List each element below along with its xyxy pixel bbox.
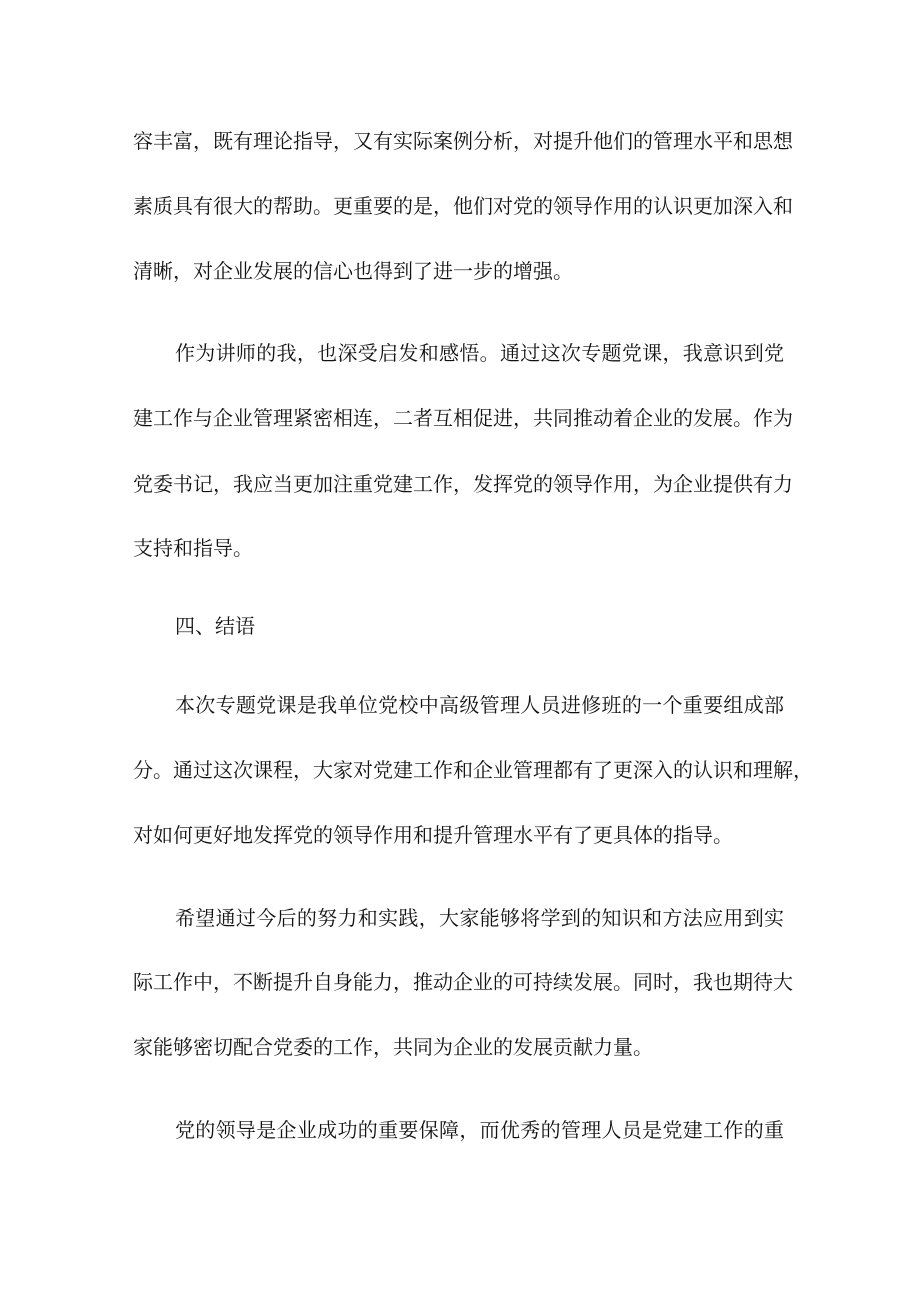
text-line: 素质具有很大的帮助。更重要的是，他们对党的领导作用的认识更加深入和: [133, 194, 793, 218]
section-heading: 四、结语: [175, 614, 255, 638]
text-line: 本次专题党课是我单位党校中高级管理人员进修班的一个重要组成部: [175, 693, 784, 717]
text-line: 容丰富，既有理论指导，又有实际案例分析，对提升他们的管理水平和思想: [133, 129, 793, 153]
text-line: 家能够密切配合党委的工作，共同为企业的发展贡献力量。: [133, 1035, 653, 1059]
text-line: 对如何更好地发挥党的领导作用和提升管理水平有了更具体的指导。: [133, 823, 733, 847]
text-line: 建工作与企业管理紧密相连，二者互相促进，共同推动着企业的发展。作为: [133, 406, 793, 430]
text-line: 际工作中，不断提升自身能力，推动企业的可持续发展。同时，我也期待大: [133, 970, 793, 994]
text-line: 党的领导是企业成功的重要保障，而优秀的管理人员是党建工作的重: [175, 1118, 784, 1142]
text-line: 分。通过这次课程，大家对党建工作和企业管理都有了更深入的认识和理解，: [133, 758, 813, 782]
text-line: 希望通过今后的努力和实践，大家能够将学到的知识和方法应用到实: [175, 906, 784, 930]
text-line: 支持和指导。: [133, 536, 253, 560]
text-line: 清晰，对企业发展的信心也得到了进一步的增强。: [133, 259, 573, 283]
text-line: 作为讲师的我，也深受启发和感悟。通过这次专题党课，我意识到党: [175, 341, 784, 365]
text-line: 党委书记，我应当更加注重党建工作，发挥党的领导作用，为企业提供有力: [133, 472, 793, 496]
